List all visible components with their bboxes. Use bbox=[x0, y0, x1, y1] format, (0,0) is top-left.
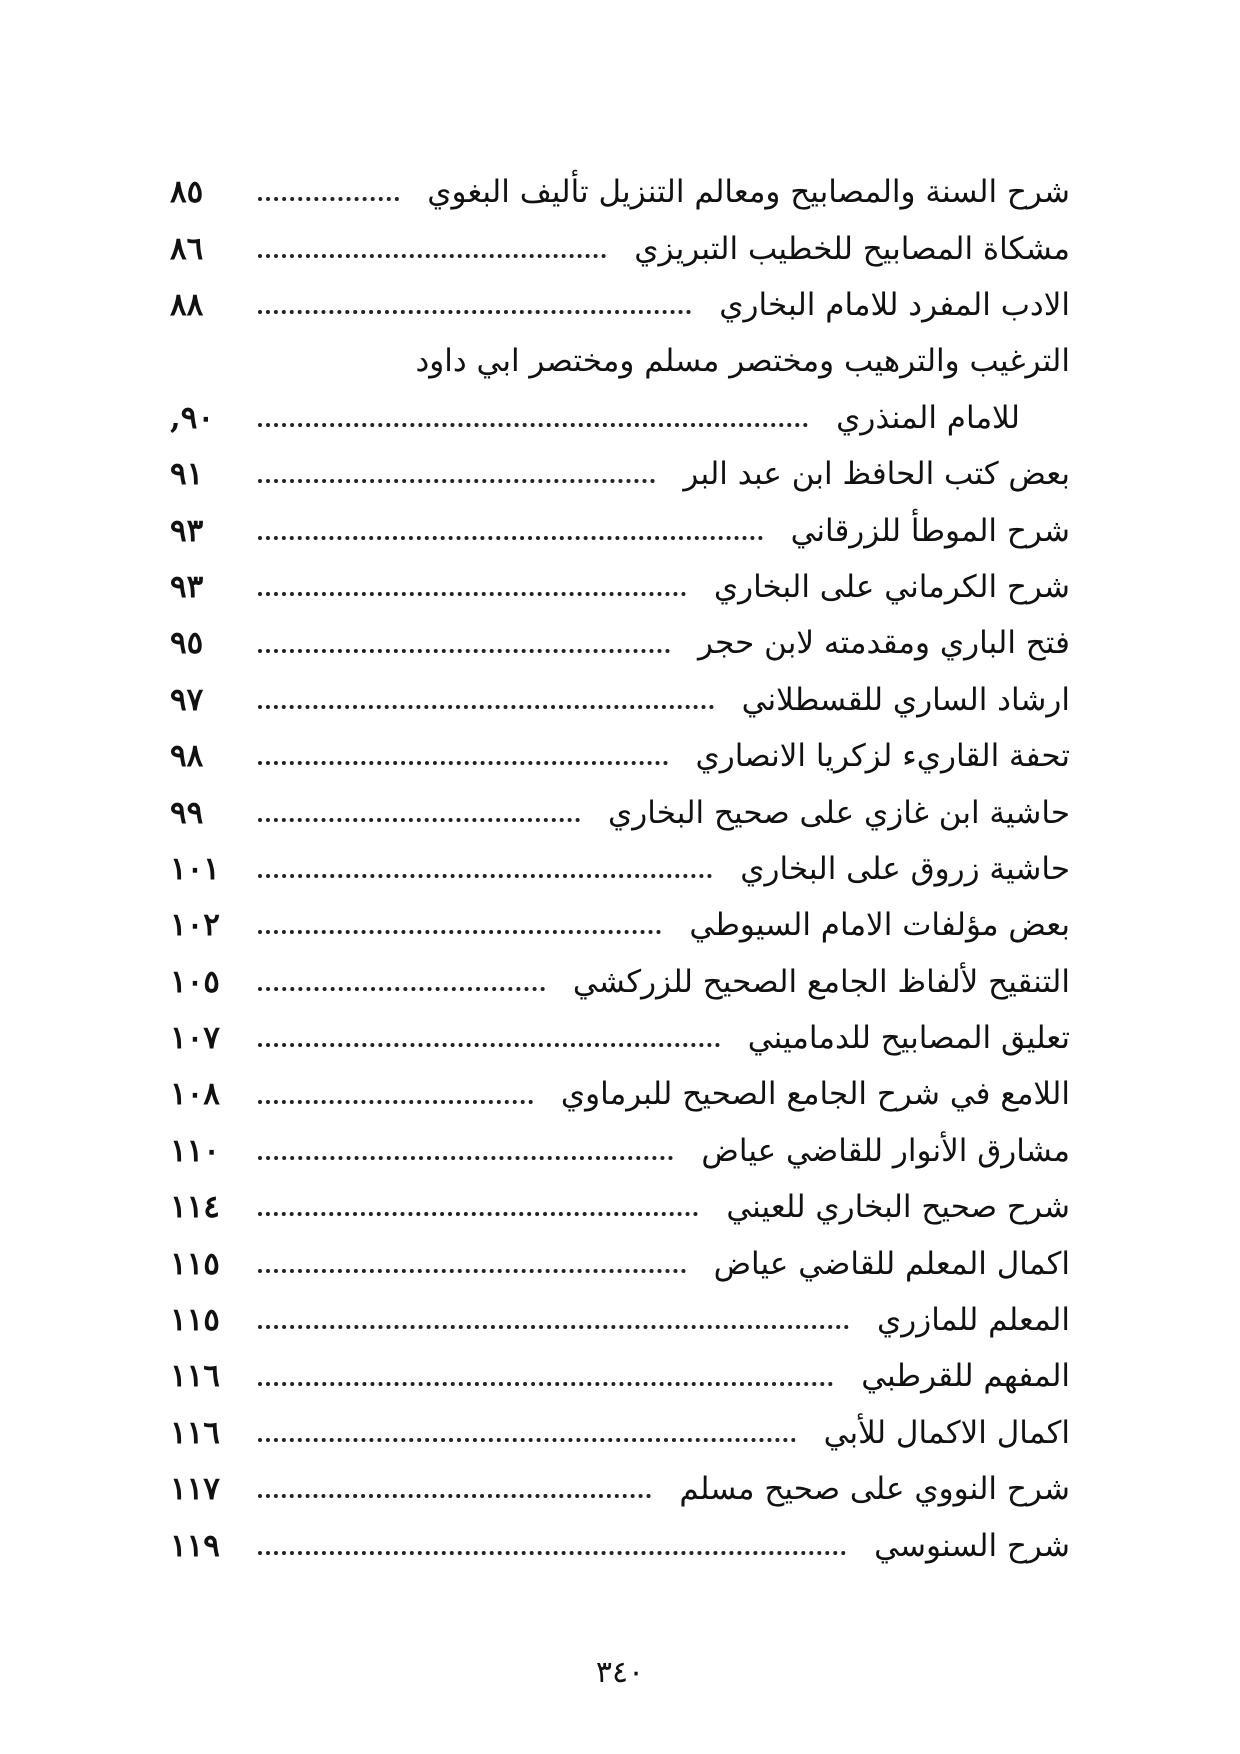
toc-entry-page: ١١٠ bbox=[170, 1132, 220, 1169]
toc-entry-page: ٨٥ bbox=[170, 174, 204, 211]
dot-leader bbox=[258, 1269, 686, 1273]
toc-entry bbox=[170, 437, 1070, 493]
toc-entry-title: شرح النووي على صحيح مسلم bbox=[679, 1471, 1070, 1508]
toc-entry-title: شرح صحيح البخاري للعيني bbox=[726, 1189, 1070, 1226]
page-number: ٣٤٠ bbox=[595, 1655, 645, 1690]
toc-entry-page: ١٠٥ bbox=[170, 963, 220, 1000]
toc-entry bbox=[170, 493, 1070, 549]
dot-leader bbox=[258, 705, 714, 709]
dot-leader bbox=[258, 197, 399, 201]
toc-entry bbox=[170, 832, 1070, 888]
dot-leader bbox=[258, 1494, 651, 1498]
dot-leader bbox=[258, 818, 580, 822]
toc-entry bbox=[170, 381, 1070, 437]
toc-entry-page: ٨٦ bbox=[170, 230, 204, 267]
toc-entry bbox=[170, 775, 1070, 831]
toc-entry-title: المفهم للقرطبي bbox=[861, 1358, 1070, 1395]
toc-entry-title: المعلم للمازري bbox=[877, 1302, 1070, 1339]
dot-leader bbox=[258, 1382, 833, 1386]
toc-entry-page: ١٠٢ bbox=[170, 907, 220, 944]
toc-entry bbox=[170, 211, 1070, 267]
toc-entry bbox=[170, 1396, 1070, 1452]
toc-entry-continued bbox=[170, 324, 1070, 380]
toc-entry-title: اكمال المعلم للقاضي عياض bbox=[713, 1245, 1070, 1282]
toc-entry bbox=[170, 1452, 1070, 1508]
toc-entry-page: ٩٧ bbox=[170, 681, 204, 718]
toc-entry bbox=[170, 1508, 1070, 1564]
dot-leader bbox=[258, 874, 712, 878]
dot-leader bbox=[258, 1100, 533, 1104]
toc-entry-page: ١١٦ bbox=[170, 1414, 220, 1451]
dot-leader bbox=[258, 987, 545, 991]
toc-entry-title: مشارق الأنوار للقاضي عياض bbox=[701, 1132, 1070, 1169]
toc-entry-title: بعض مؤلفات الامام السيوطي bbox=[689, 907, 1070, 944]
toc-entry-title: مشكاة المصابيح للخطيب التبريزي bbox=[634, 230, 1070, 267]
toc-entry-page: ٩٨ bbox=[170, 738, 204, 775]
toc-entry-title: حاشية زروق على البخاري bbox=[740, 850, 1070, 887]
toc-entry bbox=[170, 1057, 1070, 1113]
dot-leader bbox=[258, 649, 670, 653]
toc-entry-page: ٩٣ bbox=[170, 512, 204, 549]
toc-entry bbox=[170, 155, 1070, 211]
toc-entry bbox=[170, 268, 1070, 324]
toc-entry-title: فتح الباري ومقدمته لابن حجر bbox=[698, 625, 1070, 662]
table-of-contents bbox=[170, 155, 1070, 1565]
toc-entry-page: ١٠٧ bbox=[170, 1020, 220, 1057]
toc-entry bbox=[170, 1226, 1070, 1282]
toc-entry-page: ٩٣ bbox=[170, 568, 204, 605]
toc-entry-title: شرح الكرماني على البخاري bbox=[713, 568, 1070, 605]
toc-entry-page: ١٠١ bbox=[170, 850, 220, 887]
dot-leader bbox=[258, 1438, 796, 1442]
toc-entry-page: ١١٩ bbox=[170, 1527, 220, 1564]
toc-entry-title: بعض كتب الحافظ ابن عبد البر bbox=[683, 456, 1070, 493]
dot-leader bbox=[258, 479, 655, 483]
dot-leader bbox=[258, 254, 606, 258]
dot-leader bbox=[258, 592, 686, 596]
dot-leader bbox=[258, 536, 763, 540]
toc-entry-page: ٩٥ bbox=[170, 625, 204, 662]
toc-entry-title: الترغيب والترهيب ومختصر مسلم ومختصر ابي داود bbox=[415, 343, 1070, 380]
toc-entry bbox=[170, 944, 1070, 1000]
toc-entry-title: تعليق المصابيح للدماميني bbox=[747, 1020, 1070, 1057]
toc-entry-title: حاشية ابن غازي على صحيح البخاري bbox=[608, 794, 1070, 831]
toc-entry-title: اكمال الاكمال للأبي bbox=[823, 1414, 1070, 1451]
toc-entry-title: اللامع في شرح الجامع الصحيح للبرماوي bbox=[560, 1076, 1070, 1113]
toc-entry-title: شرح السنة والمصابيح ومعالم التنزيل تأليف البغوي bbox=[427, 174, 1070, 211]
dot-leader bbox=[258, 423, 808, 427]
toc-entry-title: الادب المفرد للامام البخاري bbox=[719, 286, 1070, 323]
toc-entry bbox=[170, 888, 1070, 944]
toc-entry-title: للامام المنذري bbox=[836, 399, 1020, 436]
toc-entry-page: ٩١ bbox=[170, 456, 204, 493]
dot-leader bbox=[258, 1325, 849, 1329]
toc-entry-page: ١١٥ bbox=[170, 1302, 220, 1339]
toc-entry bbox=[170, 1283, 1070, 1339]
toc-entry bbox=[170, 550, 1070, 606]
toc-entry-page: ٩٠, bbox=[170, 399, 215, 436]
dot-leader bbox=[258, 1156, 673, 1160]
toc-entry-title: شرح السنوسي bbox=[874, 1527, 1070, 1564]
toc-entry-page: ١١٥ bbox=[170, 1245, 220, 1282]
toc-entry bbox=[170, 1114, 1070, 1170]
toc-entry bbox=[170, 1001, 1070, 1057]
toc-entry-title: شرح الموطأ للزرقاني bbox=[790, 512, 1070, 549]
toc-entry-page: ١٠٨ bbox=[170, 1076, 220, 1113]
toc-entry-title: التنقيح لألفاظ الجامع الصحيح للزركشي bbox=[572, 963, 1070, 1000]
toc-entry bbox=[170, 1339, 1070, 1395]
toc-entry-page: ٩٩ bbox=[170, 794, 204, 831]
toc-entry-title: تحفة القاريء لزكريا الانصاري bbox=[695, 738, 1070, 775]
toc-entry-page: ٨٨ bbox=[170, 286, 204, 323]
toc-entry-page: ١١٧ bbox=[170, 1471, 220, 1508]
toc-entry bbox=[170, 606, 1070, 662]
toc-entry bbox=[170, 663, 1070, 719]
toc-entry-page: ١١٦ bbox=[170, 1358, 220, 1395]
dot-leader bbox=[258, 310, 691, 314]
toc-entry bbox=[170, 719, 1070, 775]
dot-leader bbox=[258, 761, 668, 765]
dot-leader bbox=[258, 1043, 720, 1047]
dot-leader bbox=[258, 930, 661, 934]
toc-entry-page: ١١٤ bbox=[170, 1189, 220, 1226]
dot-leader bbox=[258, 1212, 698, 1216]
dot-leader bbox=[258, 1551, 846, 1555]
toc-entry bbox=[170, 1170, 1070, 1226]
toc-entry-title: ارشاد الساري للقسطلاني bbox=[741, 681, 1070, 718]
